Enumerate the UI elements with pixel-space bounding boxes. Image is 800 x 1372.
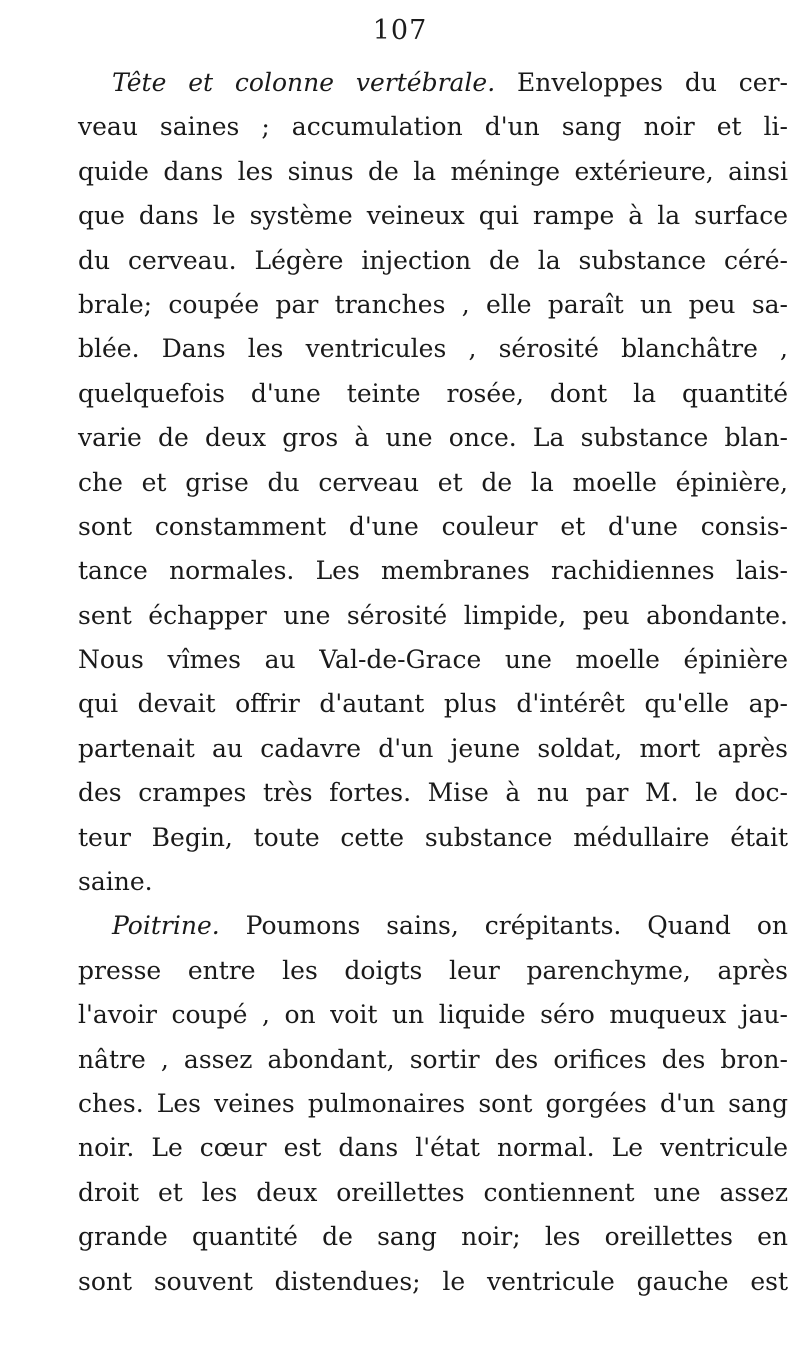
text-line: che et grise du cerveau et de la moelle épinière, <box>78 467 788 497</box>
text-line: brale; coupée par tranches , elle paraît un peu sa- <box>78 289 788 319</box>
text-line: nâtre , assez abondant, sortir des orifices des bron- <box>78 1044 788 1074</box>
text-line: que dans le système veineux qui rampe à la surface <box>78 201 788 231</box>
text-line: Tête et colonne vertébrale. Enveloppes du cer- <box>112 68 788 97</box>
text-line: sont constamment d'une couleur et d'une consis- <box>78 511 788 541</box>
text-line: des crampes très fortes. Mise à nu par M. le doc- <box>78 778 788 808</box>
text-line: Nous vîmes au Val-de-Grace une moelle épinière <box>78 645 788 675</box>
text-line: l'avoir coupé , on voit un liquide séro muqueux jau- <box>78 1000 788 1030</box>
section-heading-poitrine: Poitrine. <box>112 911 220 941</box>
text-line: droit et les deux oreillettes contiennent une assez <box>78 1177 788 1207</box>
text-line: teur Begin, toute cette substance médullaire était <box>78 822 788 852</box>
text-line: quelquefois d'une teinte rosée, dont la quantité <box>78 378 788 408</box>
text-line: partenait au cadavre d'un jeune soldat, mort après <box>78 733 788 763</box>
text-line: grande quantité de sang noir; les oreillettes en <box>78 1222 788 1252</box>
text-line: tance normales. Les membranes rachidiennes lais- <box>78 556 788 586</box>
text-line: varie de deux gros à une once. La substance blan- <box>78 423 788 453</box>
text-line: quide dans les sinus de la méninge extérieure, ainsi <box>78 156 788 186</box>
text-line: sent échapper une sérosité limpide, peu abondante. <box>78 600 788 630</box>
text-line: ches. Les veines pulmonaires sont gorgées d'un sang <box>78 1088 788 1118</box>
body-text <box>78 61 788 1304</box>
text-line: blée. Dans les ventricules , sérosité blanchâtre , <box>78 334 788 364</box>
page-number: 107 <box>372 15 428 46</box>
text-line: Poitrine. Poumons sains, crépitants. Quand on <box>112 911 788 941</box>
text-line: saine. <box>78 867 153 897</box>
text-line: presse entre les doigts leur parenchyme, après <box>78 955 788 985</box>
section-heading-tete: Tête et colonne vertébrale. <box>112 68 496 97</box>
text-line: veau saines ; accumulation d'un sang noir et li- <box>78 112 788 142</box>
text-line: sont souvent distendues; le ventricule gauche est <box>78 1266 788 1296</box>
text-line: du cerveau. Légère injection de la substance céré- <box>78 245 788 275</box>
text-line: qui devait offrir d'autant plus d'intérêt qu'elle ap- <box>78 689 788 719</box>
text-line: noir. Le cœur est dans l'état normal. Le ventricule <box>78 1133 788 1163</box>
